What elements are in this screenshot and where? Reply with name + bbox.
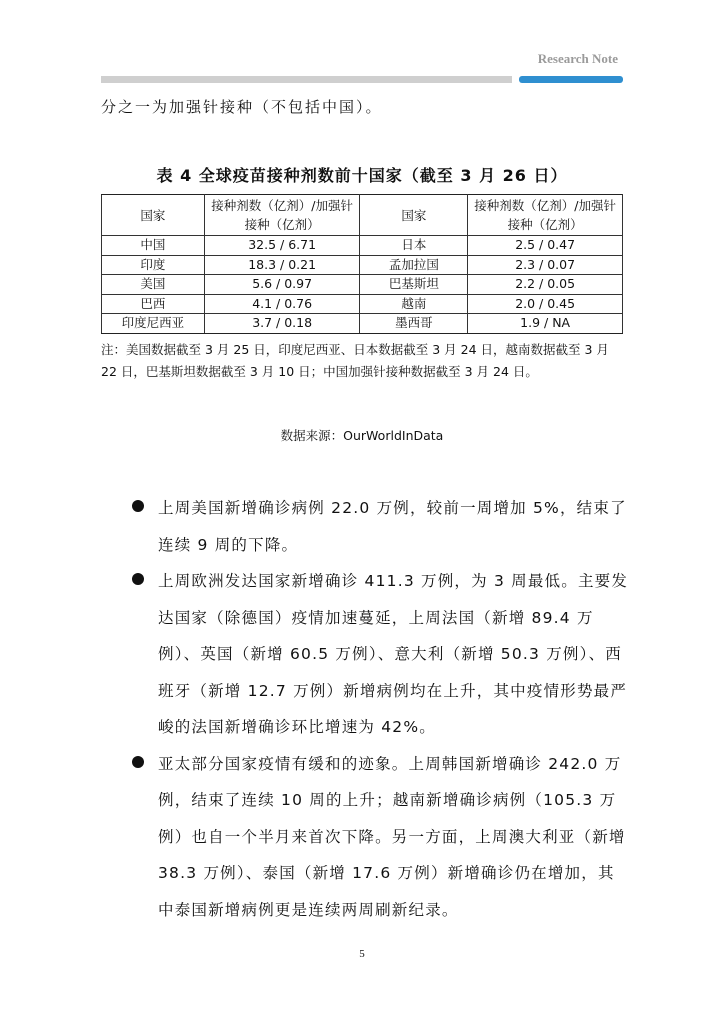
- table-cell: 1.9 / NA: [468, 314, 623, 334]
- page-number: 5: [359, 948, 365, 960]
- table-cell: 4.1 / 0.76: [204, 294, 360, 314]
- table-cell: 18.3 / 0.21: [204, 255, 360, 275]
- table-row: [102, 236, 623, 256]
- table-cell: 2.5 / 0.47: [468, 236, 623, 256]
- bullet-list: [101, 490, 631, 928]
- bullet-text: 上周欧洲发达国家新增确诊 411.3 万例，为 3 周最低。主要发达国家（除德国）疫情加速蔓延，上周法国（新增 89.4 万例）、英国（新增 60.5 万例）、意大利（新增 50.3 万例）、西班牙（新增 12.7 万例）新增病例均在上升，其中疫情形势最严峻的法国新增确诊环比增速为 42%。: [158, 572, 629, 736]
- bullet-text: 上周美国新增确诊病例 22.0 万例，较前一周增加 5%，结束了连续 9 周的下降。: [158, 499, 627, 554]
- table-cell: 巴基斯坦: [360, 275, 468, 295]
- bullet-dot-icon: [132, 500, 144, 512]
- table-cell: 2.3 / 0.07: [468, 255, 623, 275]
- bullet-dot-icon: [132, 573, 144, 585]
- table-row: [102, 255, 623, 275]
- vaccination-table: [101, 194, 623, 334]
- header-rule-gray: [101, 76, 512, 83]
- bullet-text: 亚太部分国家疫情有缓和的迹象。上周韩国新增确诊 242.0 万例，结束了连续 10 周的上升；越南新增确诊病例（105.3 万例）也自一个半月来首次下降。另一方面，上周澳大利亚（新增 38.3 万例）、泰国（新增 17.6 万例）新增确诊仍在增加，其中泰国新增病例更是连续两周刷新纪录。: [158, 754, 626, 919]
- table-title: 表 4 全球疫苗接种剂数前十国家（截至 3 月 26 日）: [156, 166, 568, 185]
- table-cell: 印度: [102, 255, 205, 275]
- data-source: 数据来源：OurWorldInData: [280, 428, 444, 443]
- table-cell: 印度尼西亚: [102, 314, 205, 334]
- table-header-cell: 接种剂数（亿剂）/加强针接种（亿剂）: [468, 195, 623, 236]
- table-cell: 中国: [102, 236, 205, 256]
- report-type-label: Research Note: [537, 51, 618, 66]
- table-cell: 美国: [102, 275, 205, 295]
- table-row: [102, 294, 623, 314]
- table-header-cell: 接种剂数（亿剂）/加强针接种（亿剂）: [204, 195, 360, 236]
- table-cell: 墨西哥: [360, 314, 468, 334]
- table-cell: 孟加拉国: [360, 255, 468, 275]
- table-row: [102, 314, 623, 334]
- table-cell: 3.7 / 0.18: [204, 314, 360, 334]
- table-cell: 日本: [360, 236, 468, 256]
- table-cell: 2.2 / 0.05: [468, 275, 623, 295]
- table-header-cell: 国家: [360, 195, 468, 236]
- table-note: 注：美国数据截至 3 月 25 日，印度尼西亚、日本数据截至 3 月 24 日，越南数据截至 3 月 22 日，巴基斯坦数据截至 3 月 10 日；中国加强针接种数据截至 3 月 24 日。: [101, 342, 609, 379]
- table-header-row: [102, 195, 623, 236]
- intro-text: 分之一为加强针接种（不包括中国）。: [101, 98, 383, 116]
- bullet-dot-icon: [132, 756, 144, 768]
- table-cell: 巴西: [102, 294, 205, 314]
- table-row: [102, 275, 623, 295]
- header-rule-blue: [519, 76, 623, 83]
- table-cell: 5.6 / 0.97: [204, 275, 360, 295]
- table-cell: 2.0 / 0.45: [468, 294, 623, 314]
- bullet-item: [101, 490, 631, 563]
- table-cell: 越南: [360, 294, 468, 314]
- bullet-item: [101, 746, 631, 929]
- bullet-item: [101, 563, 631, 746]
- table-cell: 32.5 / 6.71: [204, 236, 360, 256]
- table-header-cell: 国家: [102, 195, 205, 236]
